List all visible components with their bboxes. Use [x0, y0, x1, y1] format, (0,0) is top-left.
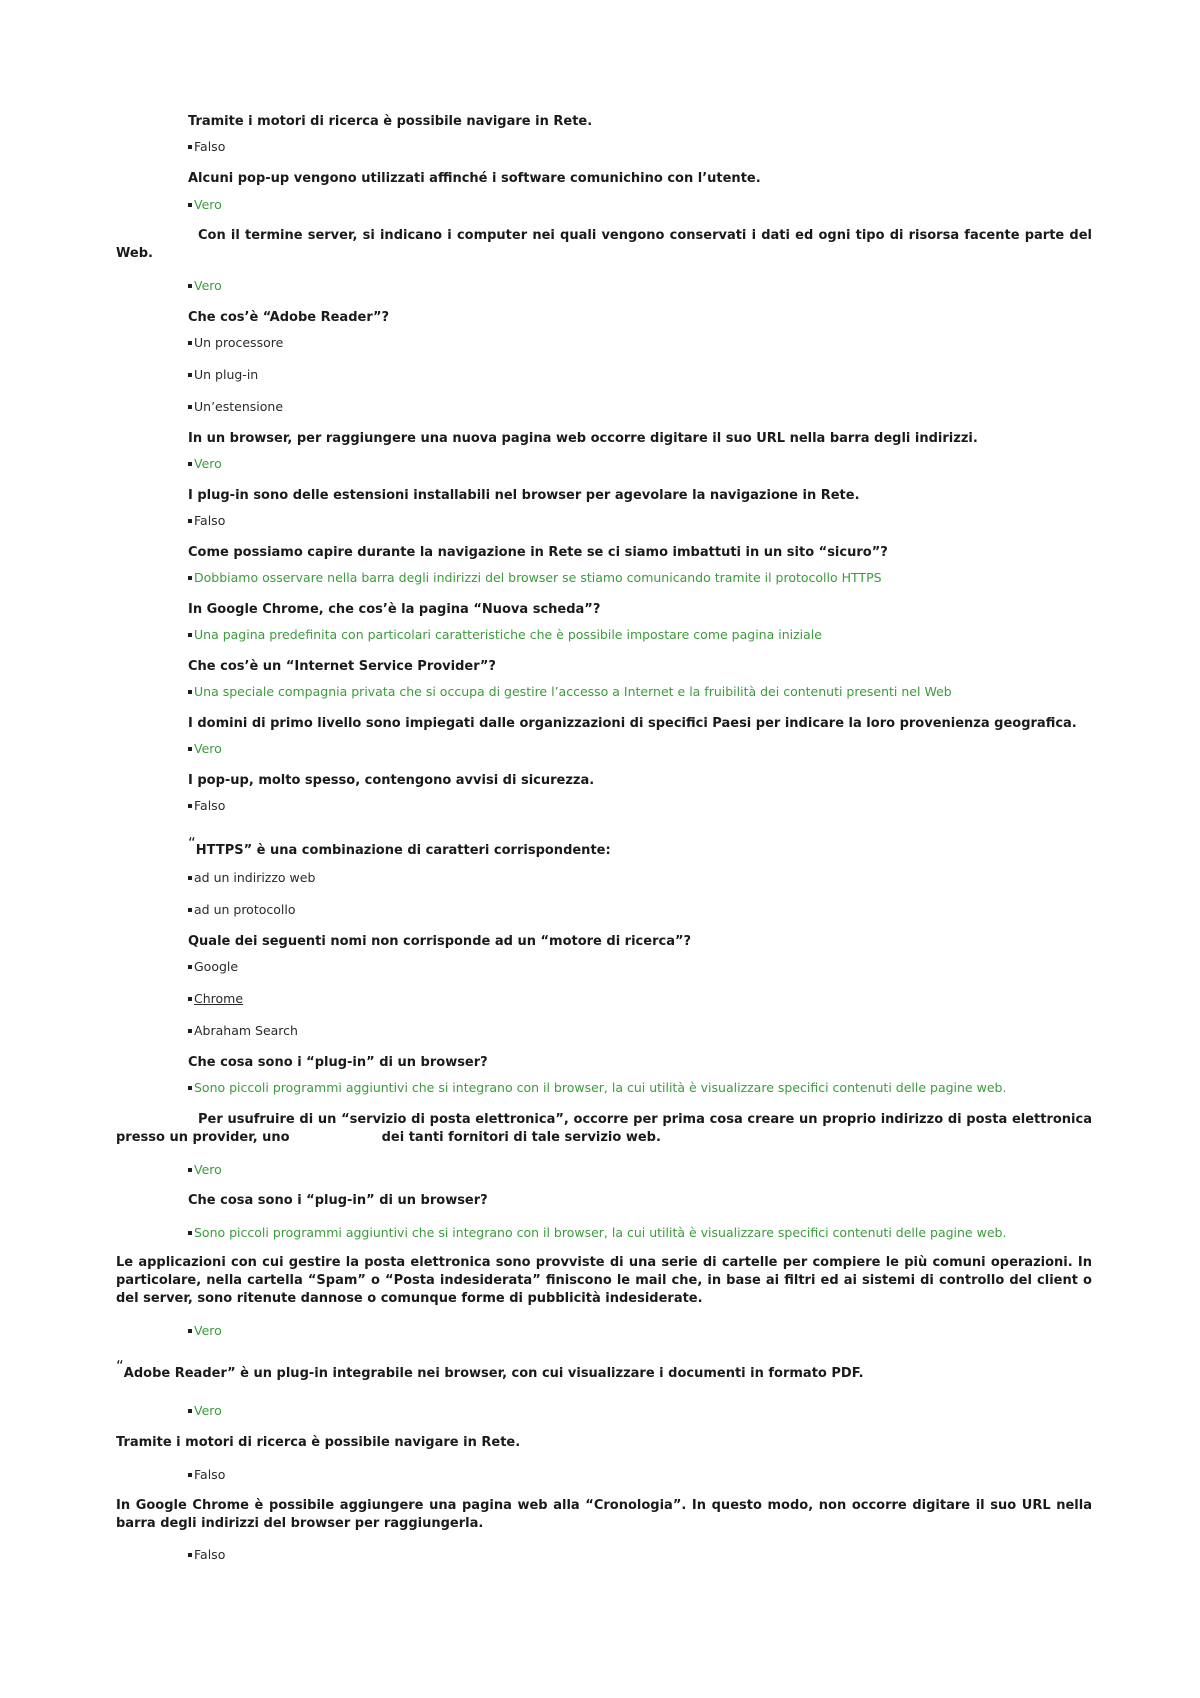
- open-quote-mark: “: [188, 834, 196, 852]
- bullet-icon: [188, 373, 192, 377]
- question-text: Le applicazioni con cui gestire la posta elettronica sono provviste di una serie di cartelle per compiere le più comuni operazioni. In particolare, nella cartella “Spam” o “Posta indesiderata” finiscono le mail che, in base ai filtri ed ai sistemi di controllo del client o del server, sono ritenute dannose o comunque forme di pubblicità indesiderate.: [116, 1255, 1092, 1306]
- bullet-icon: [188, 1409, 192, 1413]
- bullet-icon: [188, 203, 192, 207]
- answer-option: Sono piccoli programmi aggiuntivi che si integrano con il browser, la cui utilità è visualizzare specifici contenuti delle pagine web.: [188, 1080, 1006, 1096]
- question-text: “HTTPS” è una combinazione di caratteri corrispondente:: [188, 834, 611, 858]
- answer-option: Vero: [188, 456, 222, 472]
- answer-option: Vero: [188, 197, 222, 213]
- answer-option: Sono piccoli programmi aggiuntivi che si integrano con il browser, la cui utilità è visualizzare specifici contenuti delle pagine web.: [188, 1225, 1006, 1241]
- bullet-icon: [188, 519, 192, 523]
- bullet-icon: [188, 576, 192, 580]
- answer-option: Un’estensione: [188, 399, 283, 415]
- question-text: Che cosa sono i “plug-in” di un browser?: [188, 1193, 488, 1208]
- bullet-icon: [188, 1086, 192, 1090]
- question-text: Che cosa sono i “plug-in” di un browser?: [188, 1055, 488, 1070]
- question-text: I domini di primo livello sono impiegati dalle organizzazioni di specifici Paesi per indicare la loro provenienza geografica.: [188, 716, 1077, 731]
- bullet-icon: [188, 1231, 192, 1235]
- bullet-icon: [188, 145, 192, 149]
- answer-option: Dobbiamo osservare nella barra degli indirizzi del browser se stiamo comunicando tramite il protocollo HTTPS: [188, 570, 882, 586]
- bullet-icon: [188, 633, 192, 637]
- question-text: I pop-up, molto spesso, contengono avvisi di sicurezza.: [188, 773, 595, 788]
- answer-option: Una speciale compagnia privata che si occupa di gestire l’accesso a Internet e la fruibilità dei contenuti presenti nel Web: [188, 684, 952, 700]
- question-text: In Google Chrome, che cos’è la pagina “Nuova scheda”?: [188, 602, 601, 617]
- question-text: Con il termine server, si indicano i computer nei quali vengono conservati i dati ed ogni tipo di risorsa facente parte del Web.: [116, 228, 1092, 261]
- bullet-icon: [188, 341, 192, 345]
- bullet-icon: [188, 965, 192, 969]
- answer-option: Vero: [188, 1162, 222, 1178]
- question-text: Per usufruire di un “servizio di posta elettronica”, occorre per prima cosa creare un proprio indirizzo di posta elettronica presso un provider, uno dei tanti fornitori di tale servizio web.: [116, 1112, 1092, 1145]
- answer-option: ad un protocollo: [188, 902, 296, 918]
- bullet-icon: [188, 1168, 192, 1172]
- bullet-icon: [188, 1029, 192, 1033]
- bullet-icon: [188, 804, 192, 808]
- answer-option: Vero: [188, 1403, 222, 1419]
- bullet-icon: [188, 908, 192, 912]
- question-text: I plug-in sono delle estensioni installabili nel browser per agevolare la navigazione in Rete.: [188, 488, 860, 503]
- question-text: Tramite i motori di ricerca è possibile navigare in Rete.: [188, 114, 593, 129]
- question-text: In un browser, per raggiungere una nuova pagina web occorre digitare il suo URL nella barra degli indirizzi.: [188, 431, 978, 446]
- answer-option: Google: [188, 959, 238, 975]
- answer-option: Vero: [188, 1323, 222, 1339]
- question-text: Alcuni pop-up vengono utilizzati affinché i software comunichino con l’utente.: [188, 171, 761, 186]
- answer-option: ad un indirizzo web: [188, 870, 315, 886]
- bullet-icon: [188, 747, 192, 751]
- answer-option: Falso: [188, 1547, 225, 1563]
- answer-option: Chrome: [188, 991, 243, 1007]
- question-text: Che cos’è un “Internet Service Provider”?: [188, 659, 496, 674]
- question-text: Quale dei seguenti nomi non corrisponde ad un “motore di ricerca”?: [188, 934, 692, 949]
- answer-option: Un plug-in: [188, 367, 258, 383]
- answer-option: Abraham Search: [188, 1023, 298, 1039]
- question-text: In Google Chrome è possibile aggiungere una pagina web alla “Cronologia”. In questo modo, non occorre digitare il suo URL nella barra degli indirizzi del browser per raggiungerla.: [116, 1498, 1092, 1531]
- answer-option: Una pagina predefinita con particolari caratteristiche che è possibile impostare come pagina iniziale: [188, 627, 822, 643]
- bullet-icon: [188, 876, 192, 880]
- bullet-icon: [188, 284, 192, 288]
- bullet-icon: [188, 690, 192, 694]
- answer-option: Falso: [188, 139, 225, 155]
- answer-option: Vero: [188, 741, 222, 757]
- question-text: “Adobe Reader” è un plug-in integrabile nei browser, con cui visualizzare i documenti in formato PDF.: [116, 1357, 864, 1381]
- question-text: Tramite i motori di ricerca è possibile navigare in Rete.: [116, 1435, 521, 1450]
- answer-option: Falso: [188, 1467, 225, 1483]
- question-text: Come possiamo capire durante la navigazione in Rete se ci siamo imbattuti in un sito “sicuro”?: [188, 545, 888, 560]
- bullet-icon: [188, 462, 192, 466]
- bullet-icon: [188, 1553, 192, 1557]
- bullet-icon: [188, 997, 192, 1001]
- answer-option: Vero: [188, 278, 222, 294]
- answer-option: Un processore: [188, 335, 283, 351]
- open-quote-mark: “: [116, 1357, 124, 1375]
- bullet-icon: [188, 1329, 192, 1333]
- bullet-icon: [188, 1473, 192, 1477]
- answer-option: Falso: [188, 513, 225, 529]
- question-text: Che cos’è “Adobe Reader”?: [188, 310, 390, 325]
- bullet-icon: [188, 405, 192, 409]
- answer-option: Falso: [188, 798, 225, 814]
